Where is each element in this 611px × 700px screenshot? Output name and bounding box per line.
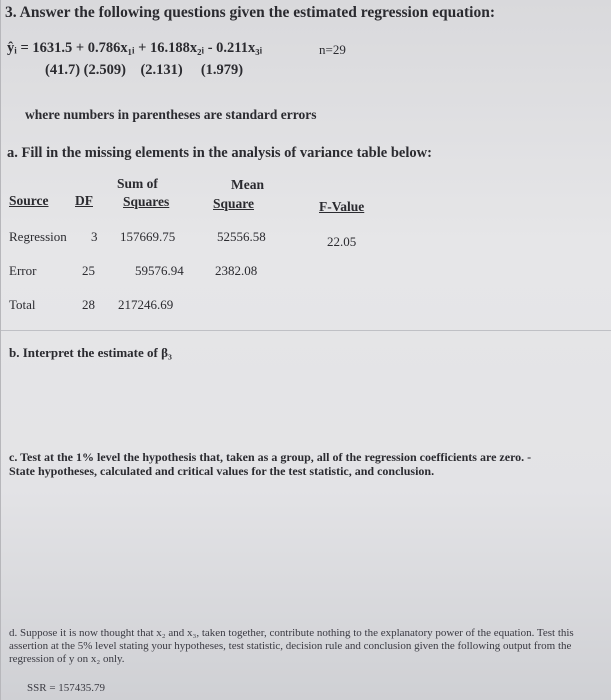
header-square: Square [213,196,255,211]
part-a-prompt: a. Fill in the missing elements in the analysis of variance table below: [7,145,432,161]
row-regression-source: Regression [9,229,67,244]
row-error-ms: 2382.08 [215,263,258,278]
section-divider [1,330,611,331]
header-f-value: F-Value [319,199,365,214]
part-c-line-1: c. Test at the 1% level the hypothesis that, taken as a group, all of the regression coefficients are zero. - [9,450,532,464]
header-source: Source [9,193,49,208]
header-mean: Mean [231,177,264,192]
part-c-prompt [9,450,609,478]
header-df: DF [75,193,93,208]
question-3-title: 3. Answer the following questions given the estimated regression equation: [5,4,495,21]
part-b-prompt: b. Interpret the estimate of β₃ [9,345,172,360]
row-error-ss: 59576.94 [135,263,184,278]
row-regression-f: 22.05 [327,234,357,249]
row-total-df: 28 [82,297,95,312]
row-total-ss: 217246.69 [118,297,174,312]
row-regression-df: 3 [91,229,98,244]
sample-size: n=29 [319,42,346,57]
row-regression-ss: 157669.75 [120,229,176,244]
header-squares: Squares [123,194,170,209]
ssr-value: SSR = 157435.79 [27,682,106,694]
standard-error-note: where numbers in parentheses are standard errors [25,107,317,122]
part-c-line-2: State hypotheses, calculated and critical values for the test statistic, and conclusion. [9,464,435,478]
header-sum-of: Sum of [117,176,158,191]
part-d-prompt: d. Suppose it is now thought that x₂ and x₃, taken together, contribute nothing to the explanatory power of the equation. Test this assertion at the 5% level stating your hypotheses, test statistic, decision rule and conclusion given the following output from the regression of y on x₂ only. [9,627,574,665]
row-error-df: 25 [82,263,95,278]
row-regression-ms: 52556.58 [217,229,266,244]
standard-errors: (41.7) (2.509) (2.131) (1.979) [45,62,244,78]
row-total-source: Total [9,297,36,312]
row-error-source: Error [9,263,37,278]
regression-equation: ŷᵢ = 1631.5 + 0.786x₁ᵢ + 16.188x₂ᵢ - 0.211x₃ᵢ [7,40,263,56]
